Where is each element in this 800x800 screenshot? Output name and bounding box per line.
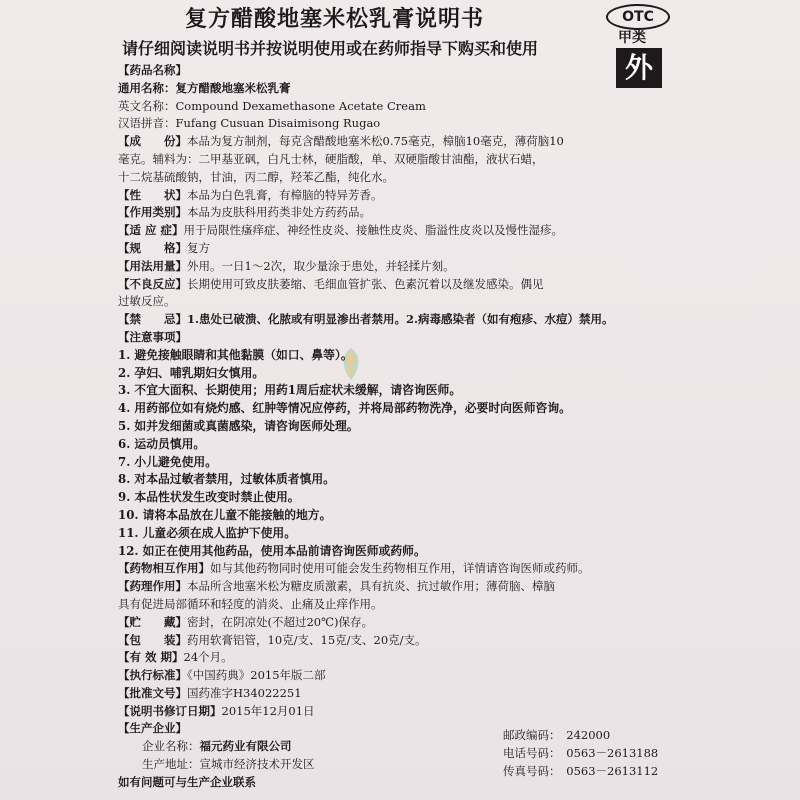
section-label: 【成 份】: [118, 134, 187, 149]
approval-section: [118, 685, 678, 703]
category-section: [118, 204, 678, 222]
document-subtitle: 请仔细阅读说明书并按说明使用或在药师指导下购买和使用: [122, 39, 539, 58]
section-label: 【批准文号】: [118, 685, 187, 700]
pharmacology-section: [118, 578, 678, 596]
precaution-item: 10. 请将本品放在儿童不能接触的地方。: [118, 507, 332, 522]
composition-text: 本品为复方制剂，每克含醋酸地塞米松0.75毫克，樟脑10毫克，薄荷脑10: [187, 134, 564, 149]
precaution-item: 7. 小儿避免使用。: [118, 454, 218, 469]
section-label: 【有 效 期】: [118, 650, 184, 665]
section-text: 1.患处已破溃、化脓或有明显渗出者禁用。2.病毒感染者（如有疱疹、水痘）禁用。: [187, 312, 614, 327]
section-text: 用于局限性瘙痒症、神经性皮炎、接触性皮炎、脂溢性皮炎以及慢性湿疹。: [183, 223, 564, 238]
manufacturer-name-label: 企业名称：: [142, 739, 200, 754]
section-text: 2015年12月01日: [221, 703, 315, 718]
section-label: 【药理作用】: [118, 579, 187, 594]
section-label: 【执行标准】: [118, 668, 187, 683]
document-title: 复方醋酸地塞米松乳膏说明书: [185, 7, 485, 32]
precaution-item: 3. 不宜大面积、长期使用；用药1周后症状未缓解，请咨询医师。: [118, 383, 462, 398]
section-label: 【药物相互作用】: [118, 561, 210, 576]
manufacturer-address: 宣城市经济技术开发区: [199, 757, 315, 772]
section-label: 【禁 忌】: [118, 312, 187, 327]
section-text: 长期使用可致皮肤萎缩、毛细血管扩张、色素沉着以及继发感染。偶见: [187, 276, 544, 291]
manufacturer-address-label: 生产地址：: [142, 757, 200, 772]
section-label: 【说明书修订日期】: [118, 703, 222, 718]
storage-section: [118, 614, 678, 632]
revision-section: [118, 703, 678, 721]
section-text: 复方: [187, 240, 210, 255]
section-text: 本品所含地塞米松为糖皮质激素，具有抗炎、抗过敏作用；薄荷脑、樟脑: [187, 579, 555, 594]
package-section: [118, 632, 678, 650]
otc-class-label: 甲类: [618, 30, 646, 46]
section-text: 国药准字H34022251: [187, 685, 302, 700]
footer-contact-note: 如有问题可与生产企业联系: [118, 774, 256, 789]
dosage-section: [118, 258, 678, 276]
section-label: 【作用类别】: [118, 205, 187, 220]
properties-section: [118, 187, 678, 205]
pharmacology-line: 具有促进局部循环和轻度的消炎、止痛及止痒作用。: [118, 596, 383, 611]
phone-number: 电话号码： 0563－2613188: [503, 746, 659, 760]
section-text: 药用软膏铝管，10克/支、15克/支、20克/支。: [187, 632, 427, 647]
composition-line: 毫克。辅料为：二甲基亚砜，白凡士林，硬脂酸，单、双硬脂酸甘油酯，液状石蜡，: [118, 151, 544, 166]
section-text: 本品为皮肤科用药类非处方药药品。: [187, 205, 371, 220]
section-label: 【适 应 症】: [118, 223, 184, 238]
external-use-badge: 外: [616, 48, 662, 88]
section-label: 【包 装】: [118, 632, 187, 647]
adverse-line: 过敏反应。: [118, 294, 176, 309]
contraindications-section: [118, 311, 678, 329]
postcode: 邮政编码： 242000: [503, 728, 611, 742]
section-label: 【用法用量】: [118, 258, 187, 273]
section-label: 【不良反应】: [118, 276, 187, 291]
otc-logo: OTC: [606, 4, 670, 30]
interactions-section: [118, 560, 678, 578]
section-text: 《中国药典》2015年版二部: [187, 668, 326, 683]
validity-section: [118, 649, 678, 667]
section-label: 【规 格】: [118, 240, 187, 255]
section-text: 本品为白色乳膏，有樟脑的特异芳香。: [187, 187, 383, 202]
common-name: 通用名称：复方醋酸地塞米松乳膏: [118, 80, 291, 95]
section-text: 24个月。: [183, 650, 233, 665]
english-name: 英文名称：Compound Dexamethasone Acetate Cream: [118, 98, 426, 113]
precaution-item: 9. 本品性状发生改变时禁止使用。: [118, 490, 300, 505]
standard-section: [118, 667, 678, 685]
section-text: 如与其他药物同时使用可能会发生药物相互作用，详情请咨询医师或药师。: [210, 561, 590, 576]
precautions-section: [118, 329, 678, 347]
indications-section: [118, 222, 678, 240]
precaution-item: 4. 用药部位如有烧灼感、红肿等情况应停药，并将局部药物洗净，必要时向医师咨询。: [118, 401, 571, 416]
section-text: 外用。一日1～2次，取少量涂于患处，并轻揉片刻。: [187, 258, 455, 273]
precaution-item: 6. 运动员慎用。: [118, 436, 206, 451]
precaution-item: 1. 避免接触眼睛和其他黏膜（如口、鼻等）。: [118, 347, 353, 362]
drug-name-section: [118, 62, 678, 80]
precaution-item: 8. 对本品过敏者禁用，过敏体质者慎用。: [118, 472, 335, 487]
section-text: 密封，在阴凉处(不超过20℃)保存。: [187, 614, 373, 629]
fax-number: 传真号码： 0563－2613112: [503, 764, 659, 778]
pinyin-name: 汉语拼音：Fufang Cusuan Disaimisong Rugao: [118, 116, 381, 131]
section-label: 【注意事项】: [118, 329, 187, 344]
precaution-item: 11. 儿童必须在成人监护下使用。: [118, 525, 296, 540]
manufacturer-name: 福元药业有限公司: [199, 739, 292, 754]
section-label: 【药品名称】: [118, 63, 187, 77]
section-label: 【生产企业】: [118, 721, 187, 736]
precaution-item: 12. 如正在使用其他药品，使用本品前请咨询医师或药师。: [118, 543, 426, 558]
adverse-section: [118, 276, 678, 294]
leaflet-content: [118, 62, 678, 792]
composition-line: 十二烷基硫酸钠，甘油，丙二醇，羟苯乙酯，纯化水。: [118, 169, 394, 184]
precaution-item: 5. 如并发细菌或真菌感染，请咨询医师处理。: [118, 418, 359, 433]
section-label: 【贮 藏】: [118, 614, 187, 629]
precaution-item: 2. 孕妇、哺乳期妇女慎用。: [118, 365, 265, 380]
composition-section: [118, 133, 678, 151]
specification-section: [118, 240, 678, 258]
section-label: 【性 状】: [118, 187, 187, 202]
